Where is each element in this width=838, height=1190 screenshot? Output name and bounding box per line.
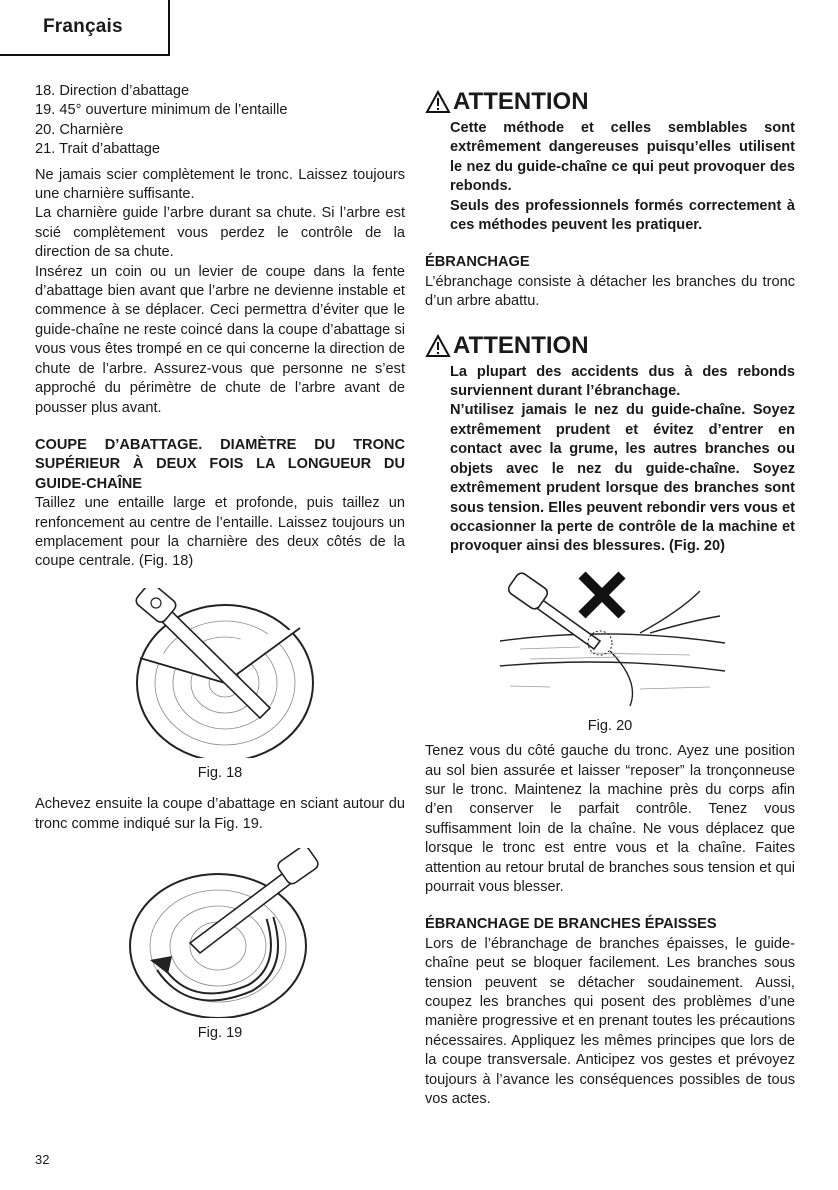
limbing-danger-illustration bbox=[490, 571, 730, 711]
paragraph: Insérez un coin ou un levier de coupe dans la fente d’abattage bien avant que l’arbre ne devienne instable et commence à se déplacer. Ceci permettra d’éviter que le guide-chaîne ne reste coincé dans la coupe d’abattage si vous vous êtes trompé en ce qui concerne la direction de chute de l’arbre. Assurez-vous que personne ne s’est approché du périmètre de chute de l’arbre avant de pousser plus avant. bbox=[35, 263, 405, 416]
warning-text: Cette méthode et celles semblables sont extrêmement dangereuses puisqu’elles utilisent le nez du guide-chaîne ce qui peut provoquer des rebonds. bbox=[450, 120, 795, 195]
figure-caption: Fig. 19 bbox=[197, 1025, 243, 1042]
figure-20 bbox=[425, 571, 795, 736]
section-heading: ÉBRANCHAGE bbox=[425, 254, 530, 271]
attention-title: ATTENTION bbox=[453, 331, 589, 359]
list-item: 21. Trait d’abattage bbox=[35, 141, 160, 158]
list-item: 19. 45° ouverture minimum de l’entaille bbox=[35, 102, 288, 119]
legend-list bbox=[35, 82, 405, 160]
paragraph: Tenez vous du côté gauche du tronc. Ayez une position au sol bien assurée et laisser “reposer” la tronçonneuse sur le tronc. Maintenez la machine près du corps afin d’en conserver le parfait contrôle. Tenez vous suffisamment loin de la chaîne. Ne vous déplacez que lorsque le tronc est entre vous et la chaîne. Faites attention au retour brutal de branches sous tension et qui pourrait vous blesser. bbox=[425, 743, 795, 895]
warning-text: N’utilisez jamais le nez du guide-chaîne. Soyez extrêmement prudent et évitez d’entrer en contact avec la grume, les autres branches ou objets avec le nez du guide-chaîne. Soyez extrêmement prudent lorsque des branches sont sous tension. Elles peuvent rebondir vers vous et occasionner la perte de contrôle de la machine et provoquer ainsi des blessures. (Fig. 20) bbox=[450, 402, 795, 555]
figure-18 bbox=[35, 588, 405, 783]
warning-text: La plupart des accidents dus à des rebonds surviennent durant l’ébranchage. bbox=[450, 363, 795, 400]
section-heading: ÉBRANCHAGE DE BRANCHES ÉPAISSES bbox=[425, 916, 717, 933]
attention-heading bbox=[425, 332, 795, 360]
warning-triangle-icon bbox=[425, 334, 451, 358]
list-item: 18. Direction d’abattage bbox=[35, 83, 190, 99]
list-item: 20. Charnière bbox=[35, 121, 124, 138]
attention-heading bbox=[425, 88, 795, 116]
figure-caption: Fig. 18 bbox=[197, 765, 243, 782]
language-tab bbox=[0, 0, 170, 56]
paragraph: Achevez ensuite la coupe d’abattage en sciant autour du tronc comme indiqué sur la Fig. 19. bbox=[35, 796, 405, 832]
page-number: 32 bbox=[35, 1152, 50, 1167]
paragraph: La charnière guide l’arbre durant sa chute. Si l’arbre est scié complètement vous perdez le contrôle de la direction de sa chute. bbox=[35, 205, 405, 261]
attention-body bbox=[425, 119, 795, 235]
section-heading: COUPE D’ABATTAGE. DIAMÈTRE DU TRONC SUPÉRIEUR À DEUX FOIS LA LONGUEUR DU GUIDE-CHAÎNE bbox=[35, 436, 405, 492]
circular-cut-illustration bbox=[120, 848, 320, 1018]
warning-text: Seuls des professionnels formés correctement à ces méthodes peuvent les pratiquer. bbox=[450, 197, 795, 234]
paragraph: Taillez une entaille large et profonde, puis taillez un renfoncement au centre de l’entaille. Laissez toujours un emplacement pour la charnière des deux côtés de la coupe centrale. (Fig. 18) bbox=[35, 495, 405, 570]
attention-body bbox=[425, 363, 795, 557]
right-column bbox=[425, 88, 795, 1109]
left-column bbox=[35, 82, 405, 1043]
felling-cut-illustration bbox=[120, 588, 320, 758]
paragraph: L’ébranchage consiste à détacher les branches du tronc d’un arbre abattu. bbox=[425, 273, 795, 310]
figure-caption: Fig. 20 bbox=[587, 718, 633, 735]
language-label: Français bbox=[43, 16, 123, 37]
figure-19 bbox=[35, 848, 405, 1043]
paragraph: Ne jamais scier complètement le tronc. Laissez toujours une charnière suffisante. bbox=[35, 166, 405, 203]
attention-title: ATTENTION bbox=[453, 88, 589, 115]
warning-triangle-icon bbox=[425, 90, 451, 114]
paragraph: Lors de l’ébranchage de branches épaisses, le guide-chaîne peut se bloquer facilement. Les branches sous tension peuvent se détacher soudainement. Aussi, coupez les branches qui posent des problèmes d’une manière progressive et en prenant toutes les précautions nécessaires. Appliquez les mêmes principes que lors de la coupe transversale. Anticipez vos gestes et prévoyez toujours à l’avance les conséquences possibles de tous vos actes. bbox=[425, 935, 795, 1108]
